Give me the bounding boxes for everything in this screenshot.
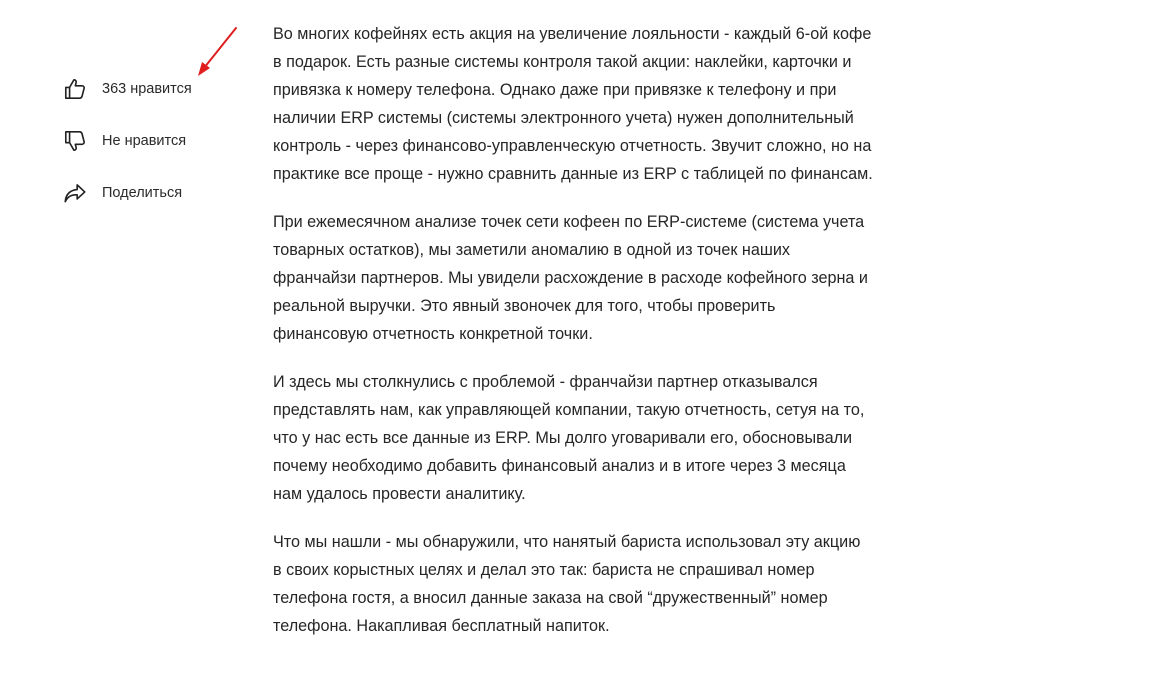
dislike-button[interactable]: [62, 126, 252, 156]
thumbs-down-icon: [62, 127, 90, 155]
article-paragraph: Во многих кофейнях есть акция на увеличение лояльности - каждый 6-ой кофе в подарок. Есть разные системы контроля такой акции: наклейки, карточки и привязка к номеру телефона. Однако даже при привязке к телефону и при наличии ERP системы (системы электронного учета) нужен дополнительный контроль - через финансово-управленческую отчетность. Звучит сложно, но на практике все проще - нужно сравнить данные из ERP с таблицей по финансам.: [273, 25, 873, 183]
red-arrow-icon: [192, 24, 244, 80]
article-actions: [62, 74, 252, 230]
like-button[interactable]: [62, 74, 252, 104]
article-paragraph: И здесь мы столкнулись с проблемой - франчайзи партнер отказывался представлять нам, как управляющей компании, такую отчетность, сетуя на то, что у нас есть все данные из ERP. Мы долго уговаривали его, обосновывали почему необходимо добавить финансовый анализ и в итоге через 3 месяца нам удалось провести аналитику.: [273, 373, 865, 503]
share-button[interactable]: [62, 178, 252, 208]
article-body: [273, 20, 873, 660]
share-arrow-icon: [62, 179, 90, 207]
article-paragraph: При ежемесячном анализе точек сети кофеен по ERP-системе (система учета товарных остатков), мы заметили аномалию в одной из точек наших франчайзи партнеров. Мы увидели расхождение в расходе кофейного зерна и реальной выручки. Это явный звоночек для того, чтобы проверить финансовую отчетность конкретной точки.: [273, 213, 868, 343]
dislike-label: Не нравится: [102, 133, 187, 149]
like-count-label: 363 нравится: [102, 81, 192, 97]
share-label: Поделиться: [102, 185, 183, 201]
article-paragraph: Что мы нашли - мы обнаружили, что нанятый бариста использовал эту акцию в своих корыстных целях и делал это так: бариста не спрашивал номер телефона гостя, а вносил данные заказа на свой “дружественный” номер телефона. Накапливая бесплатный напиток.: [273, 533, 861, 635]
thumbs-up-icon: [62, 75, 90, 103]
